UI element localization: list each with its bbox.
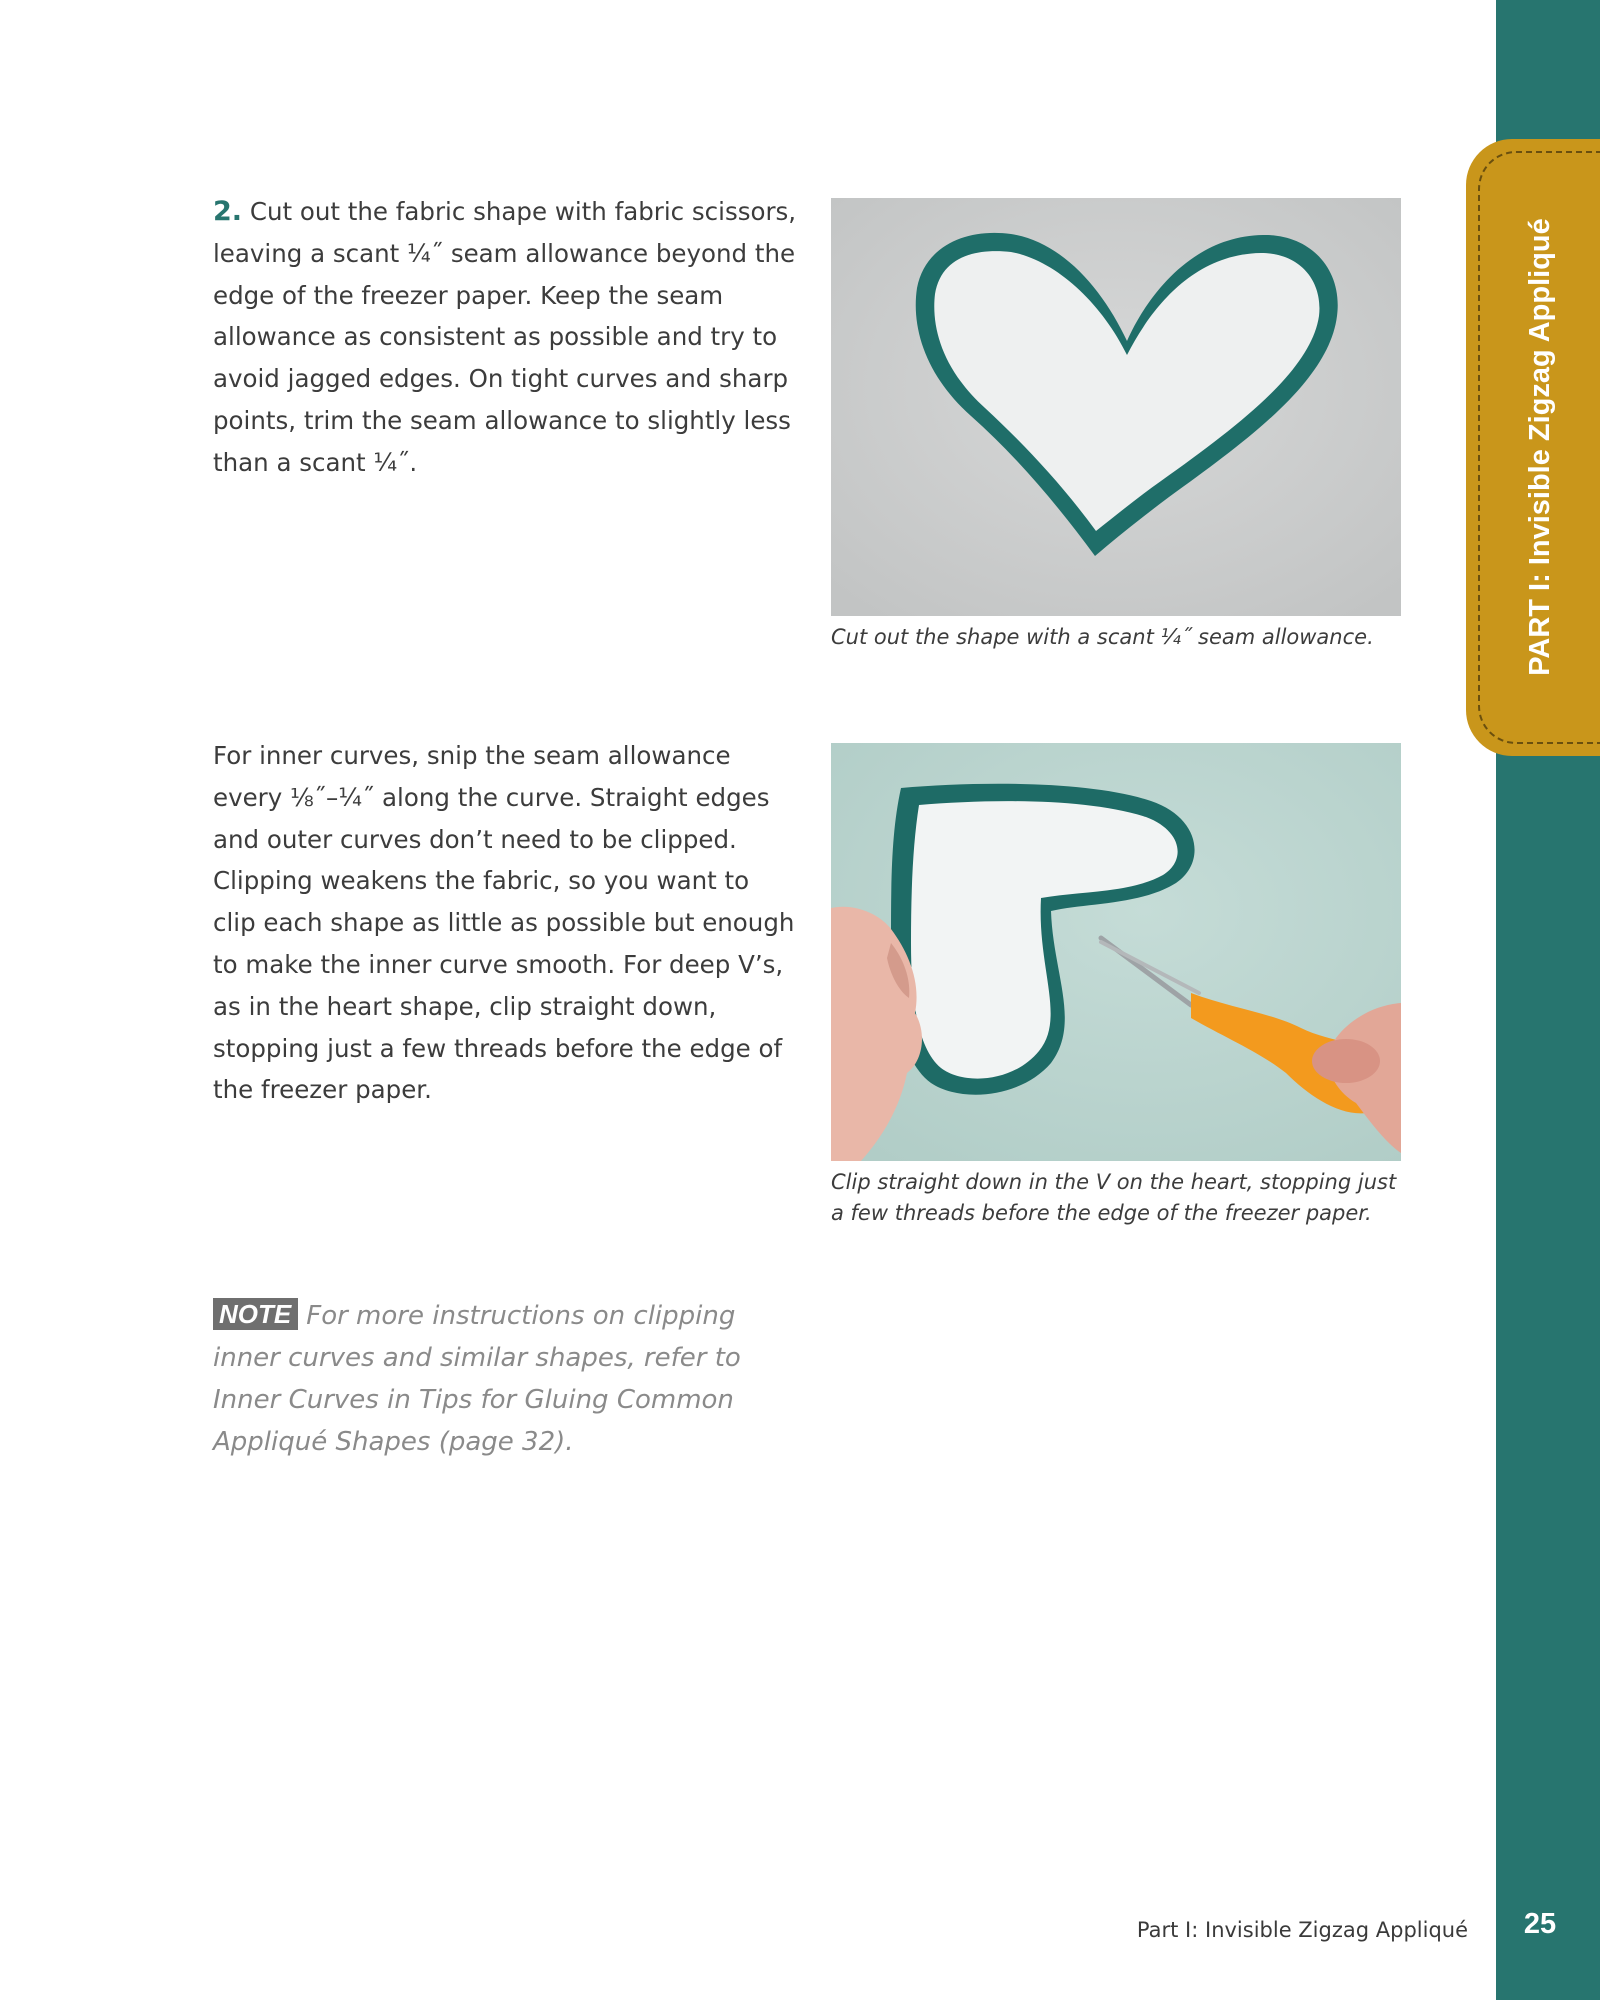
running-footer-title: Part I: Invisible Zigzag Appliqué — [1136, 1918, 1468, 1942]
step-number: 2. — [213, 196, 243, 227]
step-2-text: Cut out the fabric shape with fabric scissors, leaving a scant ¼˝ seam allowance beyond the edge of the freezer paper. Keep the seam allowance as consistent as possible and try to avoid jagged edges. On tight curves and sharp points, trim the seam allowance to slightly less than a scant ¼˝. — [213, 197, 797, 477]
heart-cutout-illustration — [831, 198, 1401, 616]
right-thumb — [1312, 1039, 1380, 1083]
inner-curves-paragraph: For inner curves, snip the seam allowance every ⅛˝–¼˝ along the curve. Straight edges and outer curves don’t need to be clipped. Clipping weakens the fabric, so you want to clip each shape as little as possible but enough to make the inner curve smooth. For deep V’s, as in the heart shape, clip straight down, stopping just a few threads before the edge of the freezer paper. — [213, 741, 795, 1105]
step-2-paragraph — [213, 191, 798, 484]
clipping-heart-illustration — [831, 743, 1401, 1161]
heart-cutout-photo — [831, 198, 1401, 616]
chapter-tab-label: PART I: Invisible Zigzag Appliqué — [1524, 218, 1556, 676]
note-badge: NOTE — [213, 1298, 298, 1330]
figure-2-caption: Clip straight down in the V on the heart, stopping just a few threads before the edge of the freezer paper. — [831, 1170, 1397, 1225]
page-number: 25 — [1523, 1908, 1557, 1940]
clipping-heart-photo — [831, 743, 1401, 1161]
note-block — [213, 1295, 773, 1463]
figure-1-caption: Cut out the shape with a scant ¼˝ seam allowance. — [831, 625, 1374, 649]
note-text: For more instructions on clipping inner curves and similar shapes, refer to Inner Curves in Tips for Gluing Common Appliqué Shapes (page 32). — [213, 1301, 741, 1457]
